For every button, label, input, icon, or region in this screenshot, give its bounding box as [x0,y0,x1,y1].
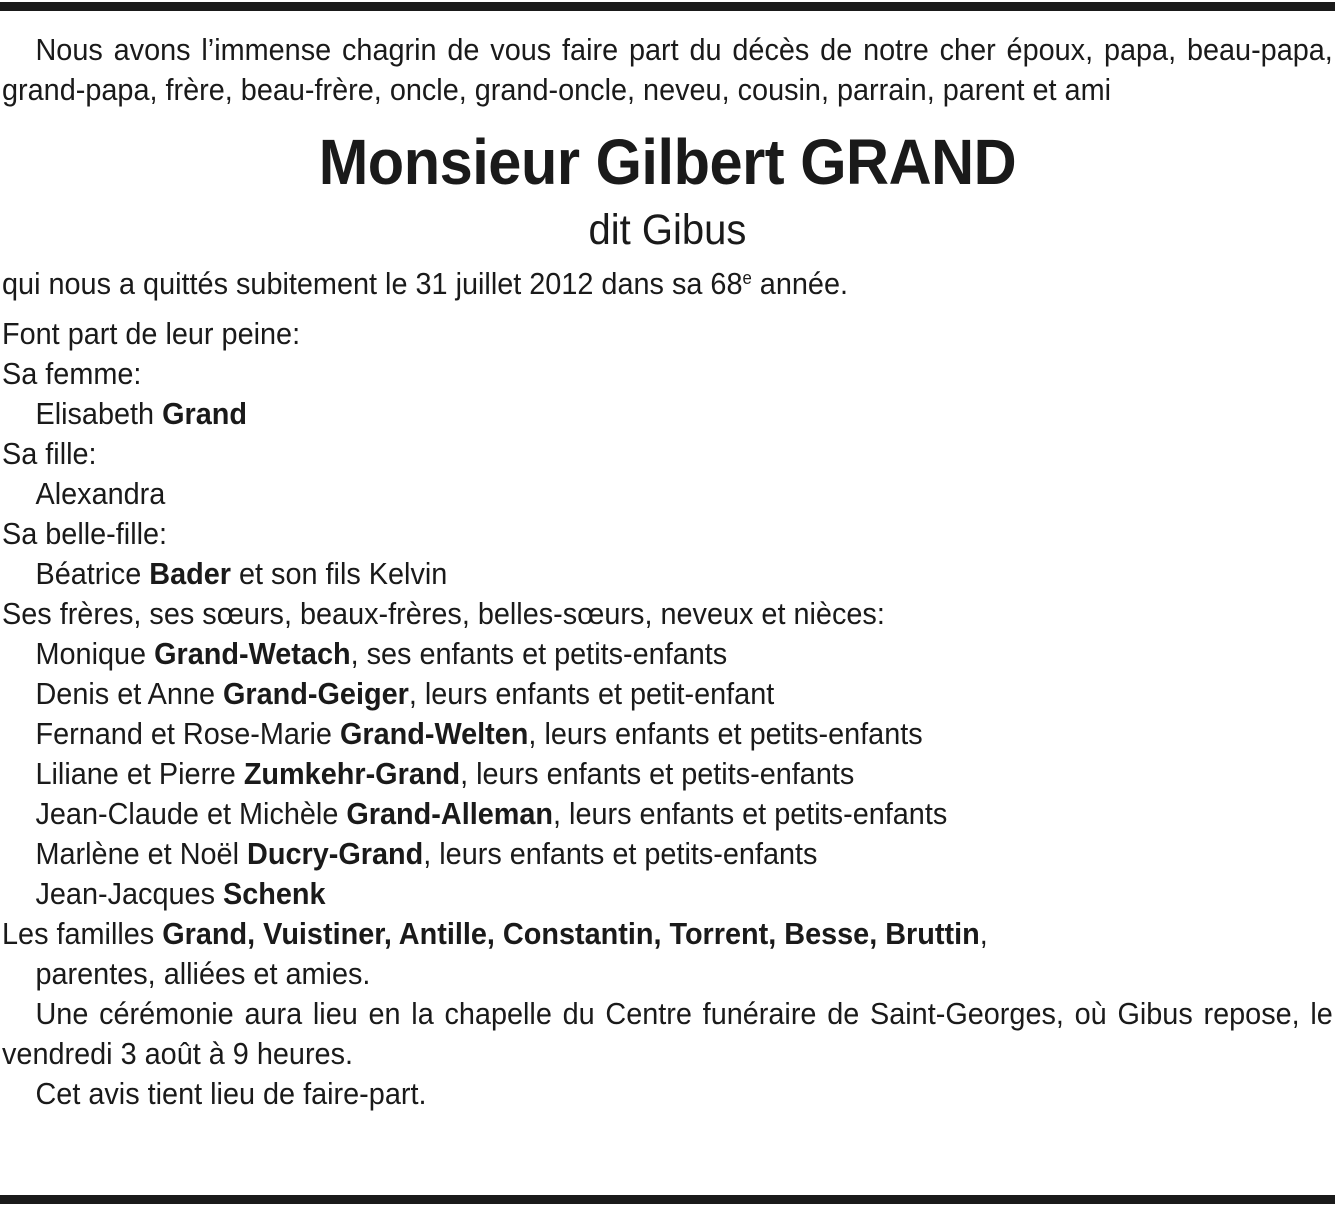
death-line [2,264,1333,304]
ordinal-suffix: e [742,268,752,288]
sibling-first-names: Fernand et Rose-Marie [35,716,340,751]
top-rule [0,2,1335,11]
siblings-heading: Ses frères, ses sœurs, beaux-frères, belles-sœurs, neveux et nièces: [2,596,885,631]
wife-last-name: Grand [162,396,247,431]
sibling-rest: , leurs enfants et petits-enfants [460,756,855,791]
sibling-last-name: Grand-Wetach [154,636,351,671]
daughter-in-law-heading: Sa belle-fille: [2,516,168,551]
ceremony-paragraph: Une cérémonie aura lieu en la chapelle du Centre funéraire de Saint-Georges, où Gibus repose, le vendredi 3 août à 9 heures. [2,996,1333,1071]
sibling-entry [2,674,1333,714]
obituary-notice [2,30,1333,1114]
sibling-first-names: Monique [35,636,155,671]
sibling-last-name: Grand-Alleman [346,796,554,831]
closing-line: Cet avis tient lieu de faire-part. [35,1076,427,1111]
sibling-first-names: Denis et Anne [35,676,224,711]
daughter-entry: Alexandra [35,476,166,511]
sibling-last-name: Zumkehr-Grand [243,756,461,791]
deceased-name: Monsieur Gilbert GRAND [318,126,1017,198]
daughter-heading: Sa fille: [2,436,97,471]
sibling-entry [2,714,1333,754]
sibling-rest: , leurs enfants et petits-enfants [423,836,818,871]
sibling-first-names: Jean-Claude et Michèle [35,796,347,831]
families-continuation: parentes, alliées et amies. [35,956,371,991]
sibling-rest: , leurs enfants et petit-enfant [408,676,775,711]
death-line-text: qui nous a quittés subitement le 31 juillet 2012 dans sa 68 [2,266,743,301]
nickname: dit Gibus [588,206,747,254]
sibling-rest: , leurs enfants et petits-enfants [528,716,923,751]
wife-heading: Sa femme: [2,356,142,391]
sibling-entry [2,834,1333,874]
intro-paragraph: Nous avons l’immense chagrin de vous faire part du décès de notre cher époux, papa, beau-papa, grand-papa, frère, beau-frère, oncle, grand-oncle, neveu, cousin, parrain, parent et ami [2,32,1333,107]
death-line-end: année. [751,266,848,301]
sibling-entry [2,754,1333,794]
families-comma: , [979,916,988,951]
sibling-first-names: Liliane et Pierre [35,756,244,791]
daughter-in-law-rest: et son fils Kelvin [230,556,448,591]
sibling-rest: , ses enfants et petits-enfants [350,636,728,671]
sibling-last-name: Schenk [222,876,326,911]
sibling-entry [2,794,1333,834]
daughter-in-law-last-name: Bader [149,556,231,591]
sibling-last-name: Ducry-Grand [247,836,424,871]
mourners-intro: Font part de leur peine: [2,316,301,351]
family-names: Grand, Vuistiner, Antille, Constantin, Torrent, Besse, Bruttin [162,916,980,951]
wife-entry [2,394,1333,434]
wife-first-name: Elisabeth [35,396,163,431]
families-lead: Les familles [2,916,163,951]
daughter-in-law-entry [2,554,1333,594]
bottom-rule [0,1195,1335,1204]
sibling-last-name: Grand-Geiger [223,676,409,711]
sibling-first-names: Marlène et Noël [35,836,248,871]
daughter-in-law-first-name: Béatrice [35,556,150,591]
families-line [2,914,1333,954]
sibling-rest: , leurs enfants et petits-enfants [553,796,948,831]
sibling-last-name: Grand-Welten [339,716,529,751]
sibling-entry [2,634,1333,674]
sibling-entry [2,874,1333,914]
sibling-first-names: Jean-Jacques [35,876,223,911]
